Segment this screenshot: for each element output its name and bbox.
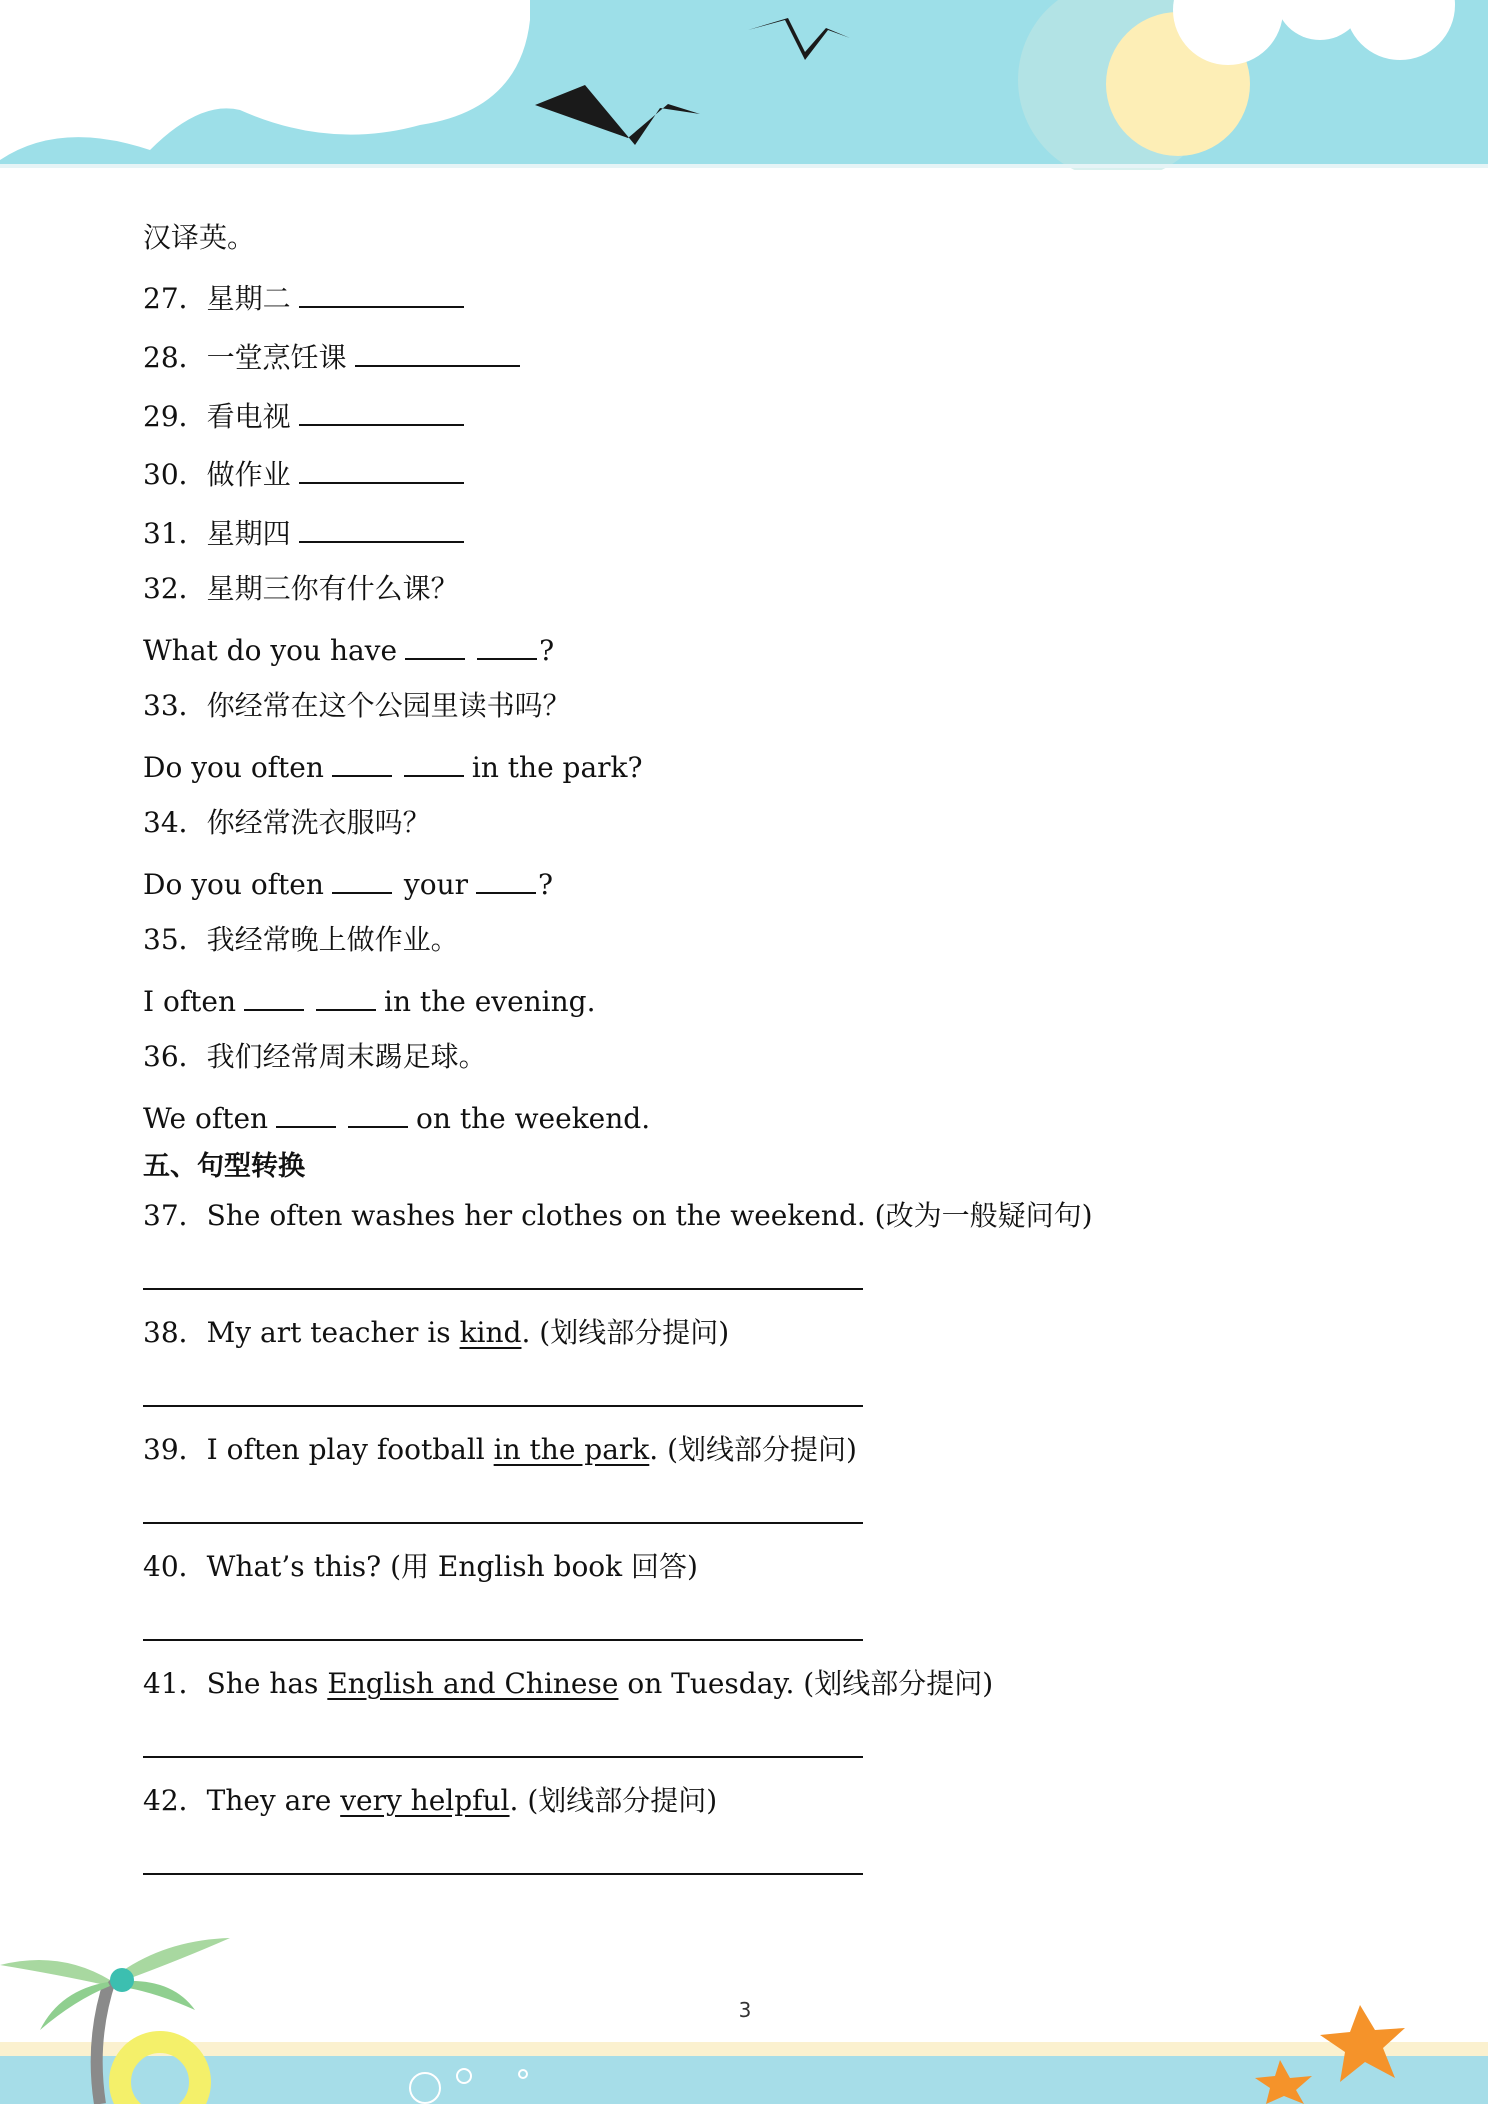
- answer-blank[interactable]: [276, 1096, 336, 1128]
- answer-blank[interactable]: [299, 276, 464, 308]
- question-number: 31．: [143, 517, 207, 550]
- underlined-text: in the park: [493, 1433, 650, 1466]
- question-number: 33．: [143, 689, 207, 722]
- question-31: [143, 511, 472, 554]
- question-text: 你经常洗衣服吗？: [206, 806, 431, 839]
- question-32: [143, 569, 459, 609]
- question-text: 做作业: [206, 458, 291, 491]
- answer-blank[interactable]: [332, 862, 392, 894]
- question-number: 41．: [143, 1667, 207, 1700]
- question-text: 星期三你有什么课？: [206, 572, 459, 605]
- answer-line[interactable]: [143, 1639, 863, 1641]
- page-number: 3: [738, 1998, 752, 2022]
- question-number: 42．: [143, 1784, 207, 1817]
- question-number: 39．: [143, 1433, 207, 1466]
- answer-blank[interactable]: [404, 745, 464, 777]
- question-text: 一堂烹饪课: [206, 341, 347, 374]
- question-36-english: We often on the weekend.: [143, 1096, 650, 1139]
- question-text: 星期四: [206, 517, 291, 550]
- question-number: 30．: [143, 458, 207, 491]
- answer-blank[interactable]: [299, 394, 464, 426]
- question-39: 39．I often play football in the park. (划线部分提问): [143, 1433, 857, 1466]
- question-number: 34．: [143, 806, 207, 839]
- answer-blank[interactable]: [477, 628, 537, 660]
- question-number: 40．: [143, 1550, 207, 1583]
- footer-beach-banner: [0, 1920, 1488, 2104]
- answer-line[interactable]: [143, 1756, 863, 1758]
- question-35: [143, 920, 459, 960]
- question-text: 看电视: [206, 400, 291, 433]
- answer-blank[interactable]: [476, 862, 536, 894]
- section-heading: 五、句型转换: [143, 1151, 305, 1182]
- section-instruction: 汉译英。: [143, 221, 256, 254]
- question-text: 你经常在这个公园里读书吗？: [206, 689, 571, 722]
- question-34: [143, 803, 431, 843]
- question-33-english: Do you often in the park?: [143, 745, 643, 788]
- question-number: 28．: [143, 341, 207, 374]
- underlined-text: kind: [459, 1316, 522, 1349]
- answer-blank[interactable]: [355, 335, 520, 367]
- answer-line[interactable]: [143, 1873, 863, 1875]
- question-number: 35．: [143, 923, 207, 956]
- question-29: [143, 394, 472, 437]
- question-41: 41．She has English and Chinese on Tuesday. (划线部分提问): [143, 1667, 994, 1700]
- answer-blank[interactable]: [332, 745, 392, 777]
- question-40: 40．What’s this? (用 English book 回答): [143, 1550, 698, 1583]
- underlined-text: English and Chinese: [327, 1667, 619, 1700]
- question-text: 我们经常周末踢足球。: [206, 1040, 487, 1073]
- question-number: 27．: [143, 282, 207, 315]
- answer-blank[interactable]: [299, 452, 464, 484]
- question-34-english: Do you often your ?: [143, 862, 553, 905]
- question-33: [143, 686, 571, 726]
- question-35-english: I often in the evening.: [143, 979, 596, 1022]
- answer-blank[interactable]: [316, 979, 376, 1011]
- question-28: [143, 335, 528, 378]
- question-30: [143, 452, 472, 495]
- question-27: [143, 276, 472, 319]
- question-number: 36．: [143, 1040, 207, 1073]
- question-38: 38．My art teacher is kind. (划线部分提问): [143, 1316, 730, 1349]
- question-number: 32．: [143, 572, 207, 605]
- underlined-text: very helpful: [340, 1784, 510, 1817]
- answer-blank[interactable]: [348, 1096, 408, 1128]
- question-number: 37．: [143, 1199, 207, 1232]
- question-text: 星期二: [206, 282, 291, 315]
- answer-blank[interactable]: [405, 628, 465, 660]
- question-number: 38．: [143, 1316, 207, 1349]
- header-sky-banner: [0, 0, 1488, 170]
- answer-blank[interactable]: [244, 979, 304, 1011]
- question-36: [143, 1037, 487, 1077]
- question-42: 42．They are very helpful. (划线部分提问): [143, 1784, 718, 1817]
- question-37: 37．She often washes her clothes on the weekend. (改为一般疑问句): [143, 1199, 1093, 1232]
- question-32-english: What do you have ?: [143, 628, 554, 671]
- answer-blank[interactable]: [299, 511, 464, 543]
- answer-line[interactable]: [143, 1288, 863, 1290]
- question-number: 29．: [143, 400, 207, 433]
- question-text: 我经常晚上做作业。: [206, 923, 459, 956]
- answer-line[interactable]: [143, 1405, 863, 1407]
- answer-line[interactable]: [143, 1522, 863, 1524]
